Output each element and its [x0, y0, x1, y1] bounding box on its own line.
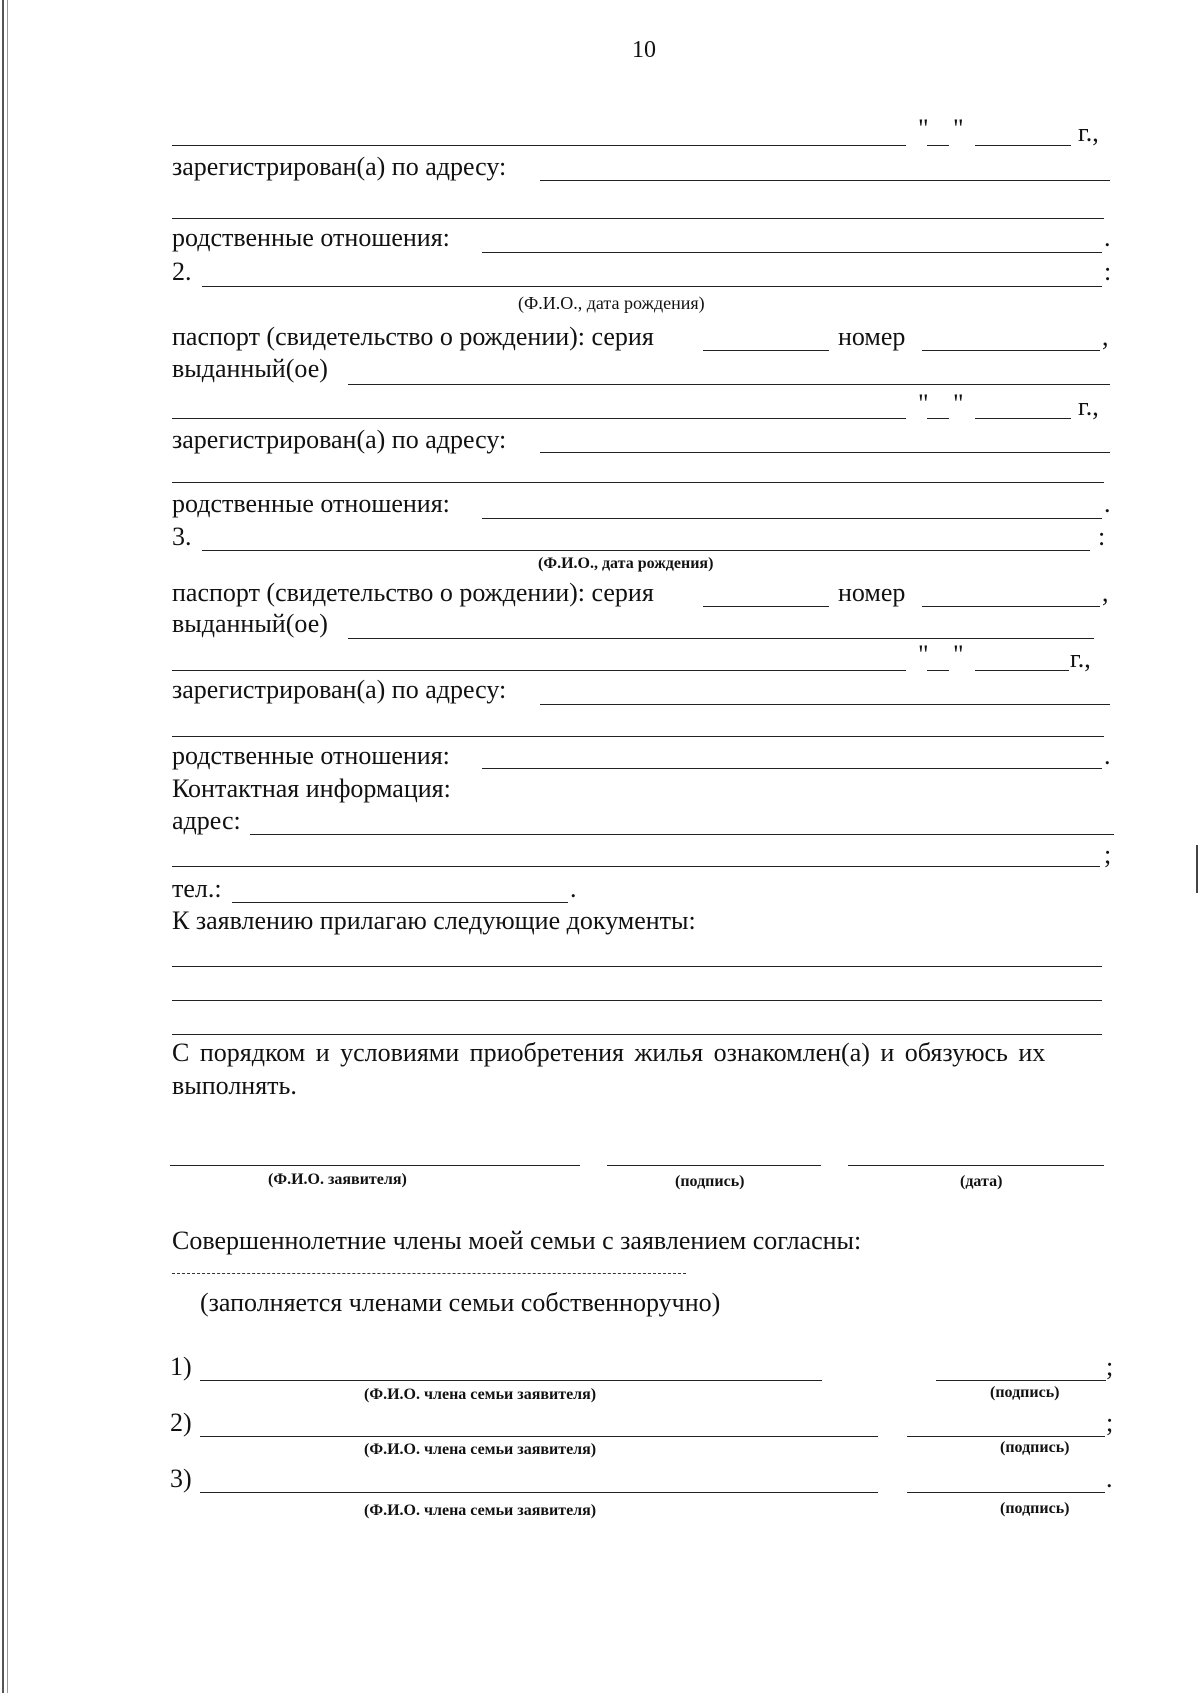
- scan-edge-line-inner: [7, 0, 8, 1693]
- person2-relation-label: родственные отношения:: [172, 489, 450, 518]
- person2-issued-line[interactable]: [348, 384, 1110, 385]
- member2-signature-line[interactable]: [907, 1436, 1105, 1437]
- person3-number: 3.: [172, 522, 192, 551]
- member3-fio-caption: (Ф.И.О. члена семьи заявителя): [364, 1502, 597, 1519]
- member2-signature-caption: (подпись): [1000, 1439, 1070, 1456]
- member1-end: ;: [1106, 1352, 1114, 1381]
- person2-year-suffix: г.,: [1078, 392, 1099, 421]
- member1-signature-line[interactable]: [936, 1380, 1106, 1381]
- person3-relation-label: родственные отношения:: [172, 741, 450, 770]
- person3-address-line-2[interactable]: [172, 736, 1104, 737]
- member2-fio-line[interactable]: [200, 1436, 878, 1437]
- person3-address-label: зарегистрирован(а) по адресу:: [172, 675, 507, 704]
- person3-issued-line[interactable]: [348, 638, 1094, 639]
- member3-signature-caption: (подпись): [1000, 1500, 1070, 1517]
- person1-month-line[interactable]: [975, 145, 1071, 146]
- person2-address-line-2[interactable]: [172, 482, 1104, 483]
- person2-address-line[interactable]: [540, 452, 1110, 453]
- page-number: 10: [632, 37, 656, 63]
- contact-address-end: ;: [1104, 840, 1112, 869]
- attachments-line-2[interactable]: [172, 1000, 1102, 1001]
- person1-address-label: зарегистрирован(а) по адресу:: [172, 152, 507, 181]
- person2-passport-label: паспорт (свидетельство о рождении): серия: [172, 322, 654, 351]
- person3-issued-label: выданный(ое): [172, 609, 328, 638]
- member1-number: 1): [170, 1352, 192, 1381]
- contact-phone-label: тел.:: [172, 874, 222, 903]
- person3-passport-label: паспорт (свидетельство о рождении): серия: [172, 578, 654, 607]
- person3-relation-line[interactable]: [482, 768, 1102, 769]
- person1-address-line-2[interactable]: [172, 218, 1104, 219]
- date-quote-open: ": [918, 114, 929, 143]
- agreement-text-line2: выполнять.: [172, 1071, 297, 1100]
- date-quote-open: ": [918, 640, 929, 669]
- person3-fio-line[interactable]: [202, 550, 1090, 551]
- agreement-text-line1: С порядком и условиями приобретения жилья ознакомлен(а) и обязуюсь их: [172, 1038, 1046, 1067]
- person2-number-label: номер: [838, 322, 906, 351]
- contact-address-line-2[interactable]: [172, 866, 1100, 867]
- person3-month-line[interactable]: [975, 670, 1069, 671]
- person1-address-line[interactable]: [540, 180, 1110, 181]
- person1-issued-cont-line[interactable]: [172, 145, 906, 146]
- person2-fio-caption: (Ф.И.О., дата рождения): [518, 293, 705, 313]
- contact-phone-line[interactable]: [232, 902, 568, 903]
- scan-edge-mark: [1196, 845, 1198, 893]
- person2-relation-line[interactable]: [482, 518, 1102, 519]
- contact-address-label: адрес:: [172, 806, 241, 835]
- applicant-date-caption: (дата): [960, 1173, 1003, 1190]
- contact-phone-end: .: [570, 874, 577, 903]
- person1-relation-label: родственные отношения:: [172, 223, 450, 252]
- scan-edge-line: [2, 0, 4, 1693]
- person2-passport-number-line[interactable]: [922, 350, 1100, 351]
- member1-signature-caption: (подпись): [990, 1384, 1060, 1401]
- member1-fio-line[interactable]: [200, 1380, 822, 1381]
- date-quote-close: ": [953, 640, 964, 669]
- date-quote-close: ": [953, 389, 964, 418]
- date-quote-open: ": [918, 389, 929, 418]
- person1-relation-line[interactable]: [482, 252, 1102, 253]
- person3-issued-cont-line[interactable]: [172, 670, 906, 671]
- person3-number-label: номер: [838, 578, 906, 607]
- member2-fio-caption: (Ф.И.О. члена семьи заявителя): [364, 1441, 597, 1458]
- member3-signature-line[interactable]: [907, 1492, 1105, 1493]
- member1-fio-caption: (Ф.И.О. члена семьи заявителя): [364, 1386, 597, 1403]
- applicant-fio-caption: (Ф.И.О. заявителя): [268, 1171, 407, 1188]
- person3-day-line[interactable]: [927, 670, 949, 671]
- person2-month-line[interactable]: [975, 418, 1071, 419]
- applicant-signature-line[interactable]: [607, 1165, 821, 1166]
- family-consent-heading: Совершеннолетние члены моей семьи с заявлением согласны:: [172, 1226, 862, 1255]
- person2-relation-end: .: [1104, 489, 1111, 518]
- person2-number: 2.: [172, 257, 192, 286]
- contact-address-line[interactable]: [250, 834, 1114, 835]
- person3-year-suffix: г.,: [1070, 644, 1091, 673]
- person1-year-suffix: г.,: [1078, 118, 1099, 147]
- date-quote-close: ": [953, 114, 964, 143]
- attachments-line-1[interactable]: [172, 966, 1102, 967]
- person1-relation-end: .: [1104, 223, 1111, 252]
- attachments-line-3[interactable]: [172, 1034, 1102, 1035]
- person3-series-line[interactable]: [703, 606, 829, 607]
- person2-fio-line[interactable]: [202, 286, 1102, 287]
- person1-day-line[interactable]: [927, 145, 949, 146]
- person2-issued-cont-line[interactable]: [172, 418, 906, 419]
- person2-address-label: зарегистрирован(а) по адресу:: [172, 425, 507, 454]
- member3-number: 3): [170, 1464, 192, 1493]
- person2-issued-label: выданный(ое): [172, 354, 328, 383]
- person3-passport-end: ,: [1102, 578, 1109, 607]
- member2-number: 2): [170, 1408, 192, 1437]
- person2-fio-end: :: [1104, 257, 1112, 286]
- person2-day-line[interactable]: [927, 418, 949, 419]
- member2-end: ;: [1106, 1408, 1114, 1437]
- family-consent-note: (заполняется членами семьи собственноручно): [200, 1288, 721, 1317]
- dashed-separator: [172, 1273, 686, 1274]
- attachments-label: К заявлению прилагаю следующие документы:: [172, 906, 696, 935]
- applicant-fio-line[interactable]: [170, 1165, 580, 1166]
- person3-fio-end: :: [1098, 522, 1106, 551]
- member3-fio-line[interactable]: [200, 1492, 878, 1493]
- person2-series-line[interactable]: [703, 350, 829, 351]
- person3-fio-caption: (Ф.И.О., дата рождения): [538, 555, 714, 572]
- person3-address-line[interactable]: [540, 704, 1110, 705]
- person3-relation-end: .: [1104, 741, 1111, 770]
- person3-passport-number-line[interactable]: [922, 606, 1100, 607]
- contact-heading: Контактная информация:: [172, 774, 451, 803]
- person2-passport-end: ,: [1102, 322, 1109, 351]
- member3-end: .: [1106, 1464, 1113, 1493]
- applicant-signature-caption: (подпись): [675, 1173, 745, 1190]
- applicant-date-line[interactable]: [848, 1165, 1104, 1166]
